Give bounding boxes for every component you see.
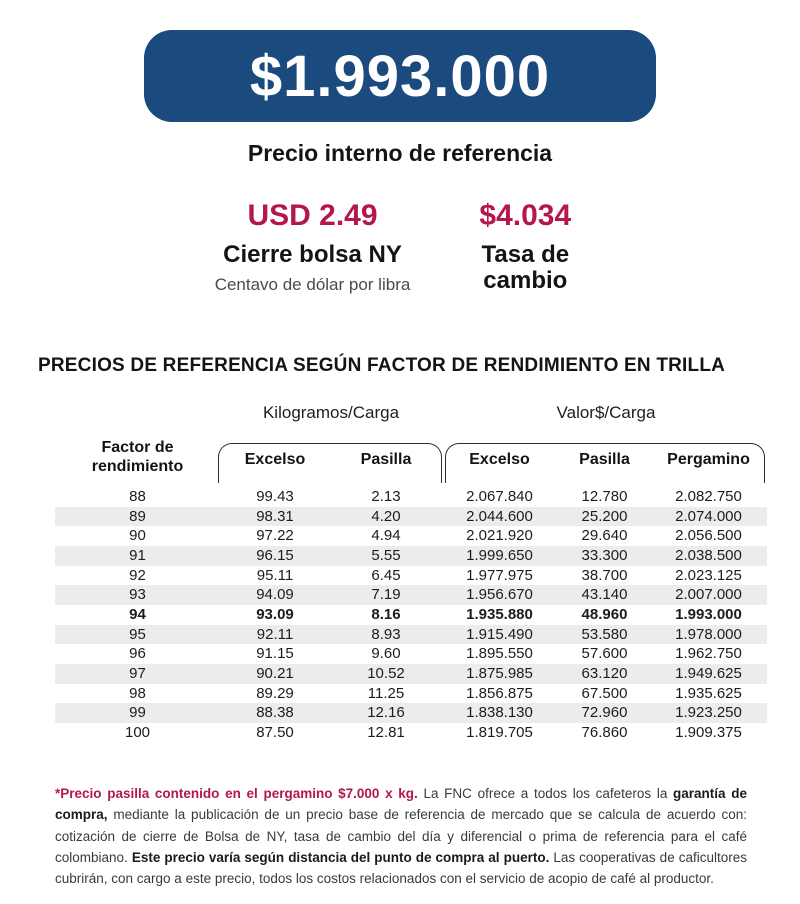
table-cell: 12.16: [367, 704, 405, 722]
table-row: [55, 723, 767, 743]
column-header-excelso-valor: Excelso: [469, 450, 530, 468]
table-cell: 6.45: [371, 566, 401, 584]
table-cell: 9.60: [371, 645, 401, 663]
table-cell: 99: [129, 704, 146, 722]
table-cell: 38.700: [581, 566, 628, 584]
table-cell: 76.860: [581, 724, 628, 742]
table-cell: 1.909.375: [675, 724, 742, 742]
table-cell: 88: [129, 487, 146, 505]
table-row: [55, 605, 767, 625]
table-row: [55, 566, 767, 586]
table-cell: 1.915.490: [466, 625, 533, 643]
table-cell: 2.056.500: [675, 527, 742, 545]
table-cell: 98: [129, 684, 146, 702]
table-cell: 1.978.000: [675, 625, 742, 643]
table-cell: 87.50: [256, 724, 294, 742]
table-header: [55, 403, 767, 483]
table-cell: 89.29: [256, 684, 294, 702]
table-cell: 92: [129, 566, 146, 584]
table-row: [55, 703, 767, 723]
table-cell: 89: [129, 507, 146, 525]
table-cell: 1.962.750: [675, 645, 742, 663]
table-cell: 98.31: [256, 507, 294, 525]
table-cell: 4.20: [371, 507, 401, 525]
table-cell: 1.875.985: [466, 665, 533, 683]
table-cell: 1.993.000: [675, 606, 742, 624]
footnote-segment: garantía de compra,: [55, 785, 747, 823]
table-cell: 90: [129, 527, 146, 545]
table-cell: 72.960: [581, 704, 628, 722]
footnote: [55, 783, 747, 890]
footnote-segment: Este precio varía según distancia del punto de compra al puerto.: [131, 849, 550, 865]
table-cell: 7.19: [371, 586, 401, 604]
spacer: [55, 451, 220, 469]
reference-price: $1.993.000: [249, 43, 551, 109]
exchange-rate-label: Tasa de cambio: [481, 241, 570, 294]
column-header-pasilla-kg: Pasilla: [360, 450, 412, 468]
stats-section: [0, 199, 800, 295]
group-header-valor: Valor$/Carga: [556, 402, 656, 422]
page-title: Precio interno de referencia: [247, 140, 553, 166]
table-cell: 2.038.500: [675, 546, 742, 564]
table-cell: 1.935.880: [466, 606, 533, 624]
exchange-rate-value: $4.034: [479, 199, 572, 232]
table-cell: 1.949.625: [675, 665, 742, 683]
table-row: [55, 487, 767, 507]
table-cell: 2.023.125: [675, 566, 742, 584]
price-banner: [144, 30, 656, 122]
table-cell: 95: [129, 625, 146, 643]
table-body: [55, 487, 767, 743]
column-header-pasilla-valor: Pasilla: [579, 450, 630, 468]
table-cell: 88.38: [256, 704, 294, 722]
ny-close-label: Cierre bolsa NY: [223, 241, 402, 268]
footnote-segment: Las cooperativas de caficultores cubrirán, con cargo a este precio, todos los costos relacionados con el servicio de acopio de café al productor.: [55, 849, 747, 887]
table-cell: 8.93: [371, 625, 401, 643]
table-cell: 99.43: [256, 487, 294, 505]
table-cell: 2.067.840: [466, 487, 533, 505]
table-cell: 2.044.600: [466, 507, 533, 525]
table-cell: 2.13: [371, 487, 401, 505]
column-header-factor: Factor de rendimiento: [91, 438, 184, 475]
table-row: [55, 664, 767, 684]
table-title: PRECIOS DE REFERENCIA SEGÚN FACTOR DE RENDIMIENTO EN TRILLA: [38, 354, 726, 376]
column-header-row: [55, 451, 767, 469]
table-cell: 2.082.750: [675, 487, 742, 505]
table-cell: 1.977.975: [466, 566, 533, 584]
table-cell: 1.999.650: [466, 546, 533, 564]
table-cell: 92.11: [256, 625, 294, 643]
table-cell: 2.074.000: [675, 507, 742, 525]
table-cell: 25.200: [581, 507, 628, 525]
exchange-rate-stat: [465, 199, 585, 294]
table-cell: 4.94: [371, 527, 401, 545]
table-cell: 94: [129, 606, 146, 624]
table-cell: 43.140: [581, 586, 628, 604]
table-cell: 94.09: [256, 586, 294, 604]
table-cell: 53.580: [581, 625, 628, 643]
table-cell: 1.838.130: [466, 704, 533, 722]
table-cell: 5.55: [371, 546, 401, 564]
table-cell: 97.22: [256, 527, 294, 545]
table-row: [55, 585, 767, 605]
table-cell: 1.935.625: [675, 684, 742, 702]
footnote-segment: *Precio pasilla contenido en el pergamino $7.000 x kg.: [55, 785, 424, 801]
ny-close-stat: [215, 199, 411, 295]
column-header-pergamino: Pergamino: [667, 450, 750, 468]
table-cell: 1.923.250: [675, 704, 742, 722]
table-row: [55, 625, 767, 645]
table-row: [55, 526, 767, 546]
column-header-excelso-kg: Excelso: [244, 450, 306, 468]
table-cell: 90.21: [256, 665, 294, 683]
price-infographic: [0, 30, 800, 904]
group-header-kilogramos: Kilogramos/Carga: [262, 402, 400, 422]
table-cell: 2.021.920: [466, 527, 533, 545]
table-cell: 48.960: [581, 606, 628, 624]
table-cell: 93: [129, 586, 146, 604]
table-cell: 97: [129, 665, 146, 683]
ny-close-value: USD 2.49: [247, 199, 378, 232]
table-cell: 2.007.000: [675, 586, 742, 604]
table-cell: 96: [129, 645, 146, 663]
table-cell: 96.15: [256, 546, 294, 564]
table-cell: 1.956.670: [466, 586, 533, 604]
table-cell: 1.895.550: [466, 645, 533, 663]
ny-close-caption: Centavo de dólar por libra: [214, 274, 411, 294]
table-cell: 93.09: [256, 606, 294, 624]
footnote-segment: mediante la publicación de un precio base de referencia de mercado que se calcula de acuerdo con: cotización de cierre de Bolsa de NY, tasa de cambio del día y diferencial o prima de referencia para el café colombiano.: [55, 807, 747, 865]
table-cell: 67.500: [581, 684, 628, 702]
table-cell: 8.16: [371, 606, 401, 624]
table-row: [55, 507, 767, 527]
table-cell: 10.52: [367, 665, 405, 683]
table-cell: 91: [129, 546, 146, 564]
table-cell: 11.25: [367, 684, 405, 702]
table-cell: 12.780: [581, 487, 628, 505]
table-cell: 29.640: [581, 527, 628, 545]
table-cell: 100: [124, 724, 151, 742]
table-cell: 12.81: [367, 724, 405, 742]
table-row: [55, 644, 767, 664]
table-cell: 91.15: [256, 645, 294, 663]
footnote-segment: La FNC ofrece a todos los cafeteros la: [423, 785, 674, 801]
table-cell: 1.819.705: [466, 724, 533, 742]
table-cell: 1.856.875: [466, 684, 533, 702]
table-cell: 95.11: [256, 566, 294, 584]
table-cell: 33.300: [581, 546, 628, 564]
table-row: [55, 684, 767, 704]
table-cell: 63.120: [581, 665, 628, 683]
table-cell: 57.600: [581, 645, 628, 663]
table-row: [55, 546, 767, 566]
